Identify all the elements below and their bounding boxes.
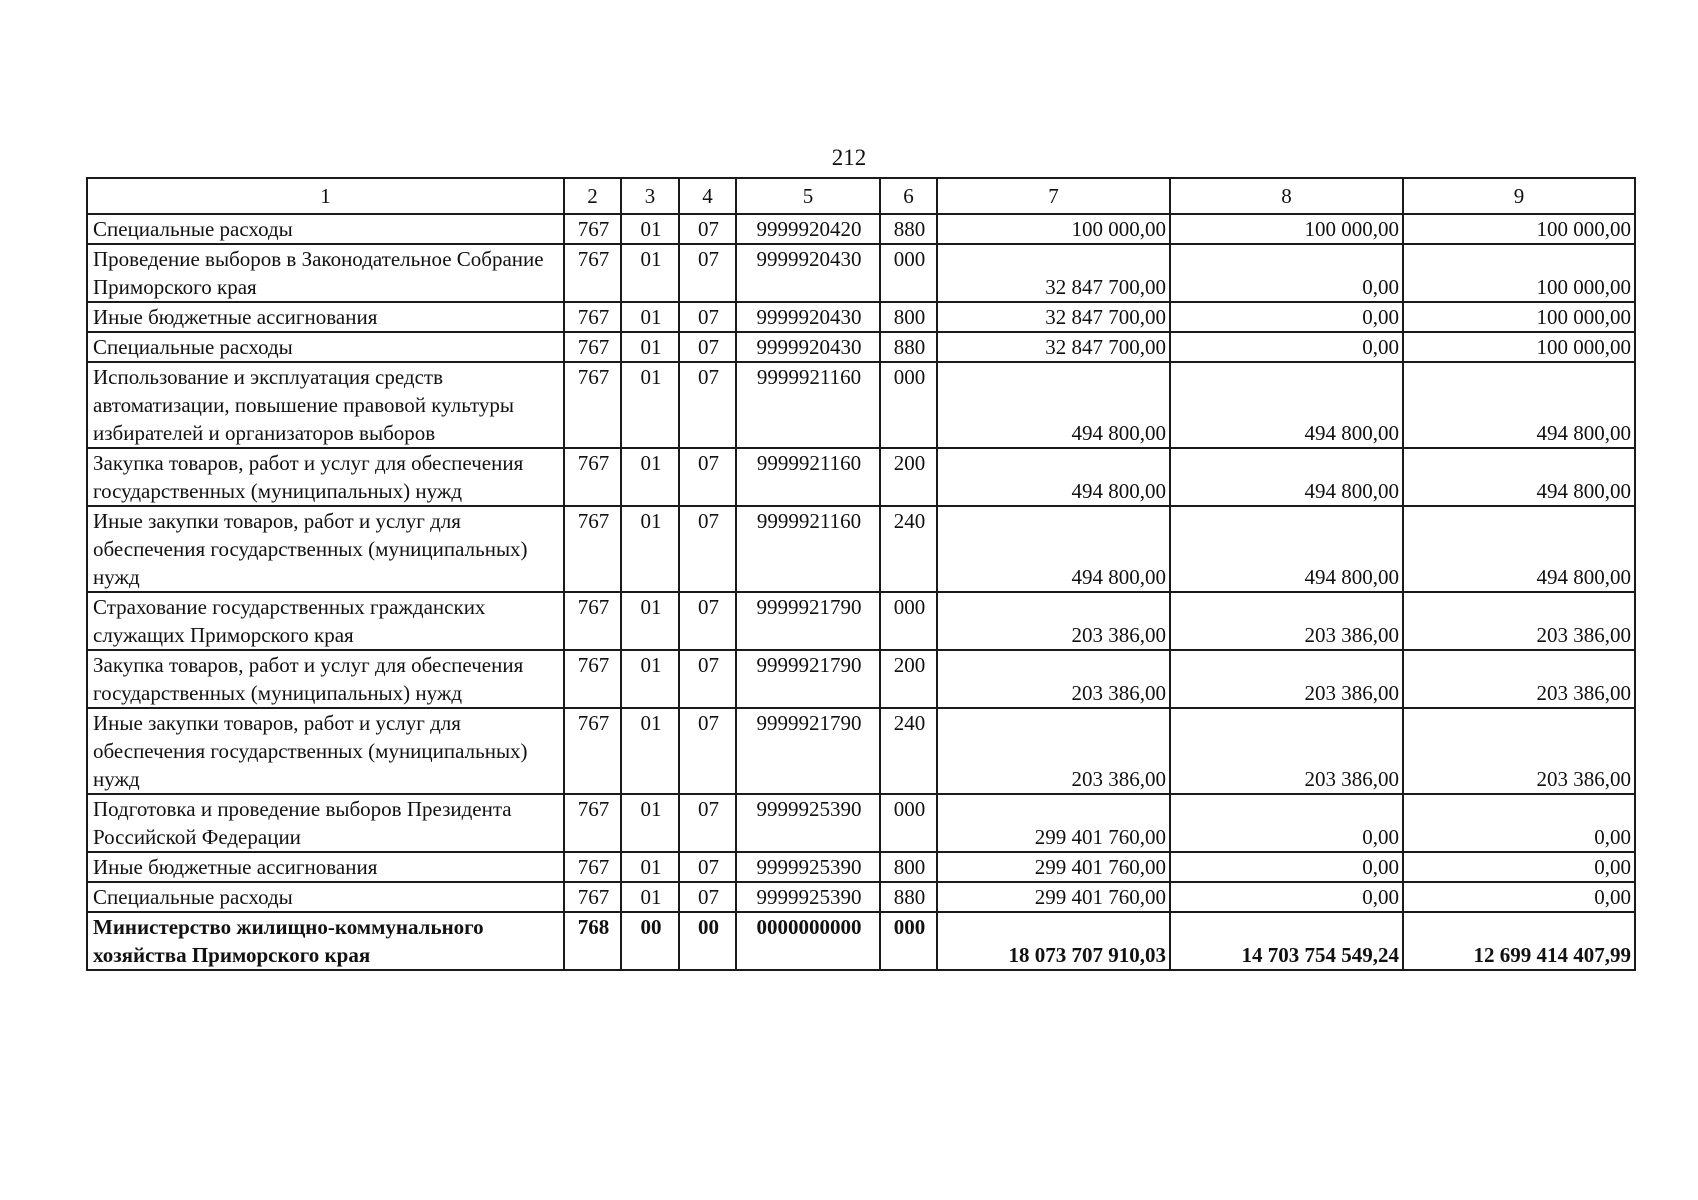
row-name: Использование и эксплуатация средств автоматизации, повышение правовой культуры избирателей и организаторов выборов (87, 362, 564, 448)
row-col-3: 01 (621, 506, 679, 592)
row-col-9: 203 386,00 (1403, 592, 1635, 650)
row-col-3: 01 (621, 302, 679, 332)
row-col-3: 01 (621, 448, 679, 506)
row-col-3: 01 (621, 244, 679, 302)
row-col-5: 9999920430 (736, 332, 880, 362)
row-col-3: 01 (621, 332, 679, 362)
row-col-2: 767 (564, 592, 621, 650)
row-col-9: 0,00 (1403, 794, 1635, 852)
header-col-3: 3 (621, 178, 679, 214)
row-col-9: 100 000,00 (1403, 214, 1635, 244)
row-col-6: 200 (880, 448, 937, 506)
row-col-7: 18 073 707 910,03 (937, 912, 1170, 970)
row-col-3: 01 (621, 708, 679, 794)
row-col-2: 767 (564, 506, 621, 592)
row-col-2: 767 (564, 708, 621, 794)
row-name: Закупка товаров, работ и услуг для обеспечения государственных (муниципальных) нужд (87, 448, 564, 506)
row-col-3: 01 (621, 882, 679, 912)
row-col-5: 9999925390 (736, 794, 880, 852)
row-col-6: 880 (880, 882, 937, 912)
table-row (87, 302, 1635, 332)
table-row (87, 794, 1635, 852)
row-col-8: 0,00 (1170, 302, 1403, 332)
row-col-8: 0,00 (1170, 794, 1403, 852)
table-row (87, 448, 1635, 506)
row-col-2: 767 (564, 362, 621, 448)
row-col-3: 01 (621, 592, 679, 650)
row-col-4: 07 (679, 448, 736, 506)
row-col-7: 494 800,00 (937, 506, 1170, 592)
row-name: Закупка товаров, работ и услуг для обеспечения государственных (муниципальных) нужд (87, 650, 564, 708)
row-col-7: 299 401 760,00 (937, 882, 1170, 912)
row-col-7: 494 800,00 (937, 448, 1170, 506)
row-col-4: 07 (679, 506, 736, 592)
row-col-6: 000 (880, 362, 937, 448)
row-col-7: 494 800,00 (937, 362, 1170, 448)
row-col-8: 203 386,00 (1170, 650, 1403, 708)
table-row (87, 882, 1635, 912)
row-col-8: 203 386,00 (1170, 708, 1403, 794)
row-col-3: 01 (621, 362, 679, 448)
row-col-5: 9999921790 (736, 592, 880, 650)
row-col-5: 9999921790 (736, 708, 880, 794)
row-col-7: 100 000,00 (937, 214, 1170, 244)
row-col-5: 9999920430 (736, 244, 880, 302)
row-col-8: 0,00 (1170, 882, 1403, 912)
row-col-9: 494 800,00 (1403, 448, 1635, 506)
row-col-2: 767 (564, 882, 621, 912)
row-col-4: 07 (679, 852, 736, 882)
row-col-8: 100 000,00 (1170, 214, 1403, 244)
table-row (87, 506, 1635, 592)
row-col-7: 32 847 700,00 (937, 244, 1170, 302)
row-name: Иные закупки товаров, работ и услуг для обеспечения государственных (муниципальных) нужд (87, 708, 564, 794)
row-col-4: 07 (679, 332, 736, 362)
row-col-5: 9999921160 (736, 362, 880, 448)
row-col-9: 100 000,00 (1403, 244, 1635, 302)
header-col-8: 8 (1170, 178, 1403, 214)
table-row (87, 852, 1635, 882)
row-col-4: 07 (679, 794, 736, 852)
row-col-4: 07 (679, 708, 736, 794)
row-col-2: 767 (564, 302, 621, 332)
row-col-6: 800 (880, 852, 937, 882)
row-col-3: 01 (621, 214, 679, 244)
row-col-7: 203 386,00 (937, 592, 1170, 650)
row-col-6: 000 (880, 794, 937, 852)
row-col-6: 880 (880, 332, 937, 362)
row-col-5: 9999920430 (736, 302, 880, 332)
row-col-4: 07 (679, 592, 736, 650)
row-col-7: 203 386,00 (937, 708, 1170, 794)
row-col-4: 07 (679, 882, 736, 912)
row-name: Специальные расходы (87, 882, 564, 912)
row-col-2: 767 (564, 244, 621, 302)
header-col-5: 5 (736, 178, 880, 214)
budget-table (86, 177, 1636, 971)
row-name: Иные бюджетные ассигнования (87, 852, 564, 882)
row-col-5: 9999925390 (736, 852, 880, 882)
row-col-2: 767 (564, 794, 621, 852)
table-row (87, 214, 1635, 244)
row-col-8: 14 703 754 549,24 (1170, 912, 1403, 970)
row-col-5: 9999925390 (736, 882, 880, 912)
row-col-3: 01 (621, 794, 679, 852)
table-row (87, 708, 1635, 794)
row-col-8: 494 800,00 (1170, 362, 1403, 448)
row-col-6: 800 (880, 302, 937, 332)
row-col-2: 767 (564, 214, 621, 244)
row-name: Специальные расходы (87, 214, 564, 244)
row-col-9: 12 699 414 407,99 (1403, 912, 1635, 970)
table-row (87, 592, 1635, 650)
row-col-2: 768 (564, 912, 621, 970)
row-col-4: 07 (679, 214, 736, 244)
row-col-7: 32 847 700,00 (937, 332, 1170, 362)
row-col-8: 203 386,00 (1170, 592, 1403, 650)
header-col-4: 4 (679, 178, 736, 214)
row-col-4: 07 (679, 244, 736, 302)
row-col-4: 00 (679, 912, 736, 970)
row-col-5: 0000000000 (736, 912, 880, 970)
row-col-6: 240 (880, 506, 937, 592)
row-col-4: 07 (679, 650, 736, 708)
row-col-5: 9999921160 (736, 506, 880, 592)
row-col-7: 299 401 760,00 (937, 794, 1170, 852)
header-col-6: 6 (880, 178, 937, 214)
row-name: Страхование государственных гражданских служащих Приморского края (87, 592, 564, 650)
row-col-9: 100 000,00 (1403, 332, 1635, 362)
row-col-4: 07 (679, 362, 736, 448)
row-col-9: 0,00 (1403, 852, 1635, 882)
row-col-2: 767 (564, 852, 621, 882)
row-col-8: 494 800,00 (1170, 448, 1403, 506)
header-row (87, 178, 1635, 214)
row-col-7: 203 386,00 (937, 650, 1170, 708)
table-row (87, 362, 1635, 448)
table-row (87, 244, 1635, 302)
row-name: Министерство жилищно-коммунального хозяйства Приморского края (87, 912, 564, 970)
row-col-2: 767 (564, 448, 621, 506)
row-col-8: 0,00 (1170, 332, 1403, 362)
row-col-5: 9999921160 (736, 448, 880, 506)
row-col-9: 203 386,00 (1403, 708, 1635, 794)
row-name: Иные бюджетные ассигнования (87, 302, 564, 332)
row-col-2: 767 (564, 650, 621, 708)
page-number: 212 (831, 145, 867, 170)
row-col-5: 9999921790 (736, 650, 880, 708)
row-col-9: 494 800,00 (1403, 506, 1635, 592)
row-col-6: 240 (880, 708, 937, 794)
row-col-7: 32 847 700,00 (937, 302, 1170, 332)
row-col-9: 0,00 (1403, 882, 1635, 912)
row-col-6: 000 (880, 244, 937, 302)
header-col-1: 1 (87, 178, 564, 214)
row-col-6: 880 (880, 214, 937, 244)
table-row-total (87, 912, 1635, 970)
row-col-3: 01 (621, 852, 679, 882)
row-col-3: 00 (621, 912, 679, 970)
row-col-7: 299 401 760,00 (937, 852, 1170, 882)
row-name: Подготовка и проведение выборов Президента Российской Федерации (87, 794, 564, 852)
row-name: Специальные расходы (87, 332, 564, 362)
row-name: Иные закупки товаров, работ и услуг для обеспечения государственных (муниципальных) нужд (87, 506, 564, 592)
row-col-8: 0,00 (1170, 244, 1403, 302)
header-col-2: 2 (564, 178, 621, 214)
row-col-8: 494 800,00 (1170, 506, 1403, 592)
row-col-6: 200 (880, 650, 937, 708)
row-col-5: 9999920420 (736, 214, 880, 244)
row-col-9: 100 000,00 (1403, 302, 1635, 332)
row-col-6: 000 (880, 592, 937, 650)
row-name: Проведение выборов в Законодательное Собрание Приморского края (87, 244, 564, 302)
row-col-9: 494 800,00 (1403, 362, 1635, 448)
row-col-4: 07 (679, 302, 736, 332)
row-col-2: 767 (564, 332, 621, 362)
row-col-6: 000 (880, 912, 937, 970)
table-row (87, 650, 1635, 708)
row-col-8: 0,00 (1170, 852, 1403, 882)
header-col-7: 7 (937, 178, 1170, 214)
table-row (87, 332, 1635, 362)
row-col-9: 203 386,00 (1403, 650, 1635, 708)
header-col-9: 9 (1403, 178, 1635, 214)
row-col-3: 01 (621, 650, 679, 708)
